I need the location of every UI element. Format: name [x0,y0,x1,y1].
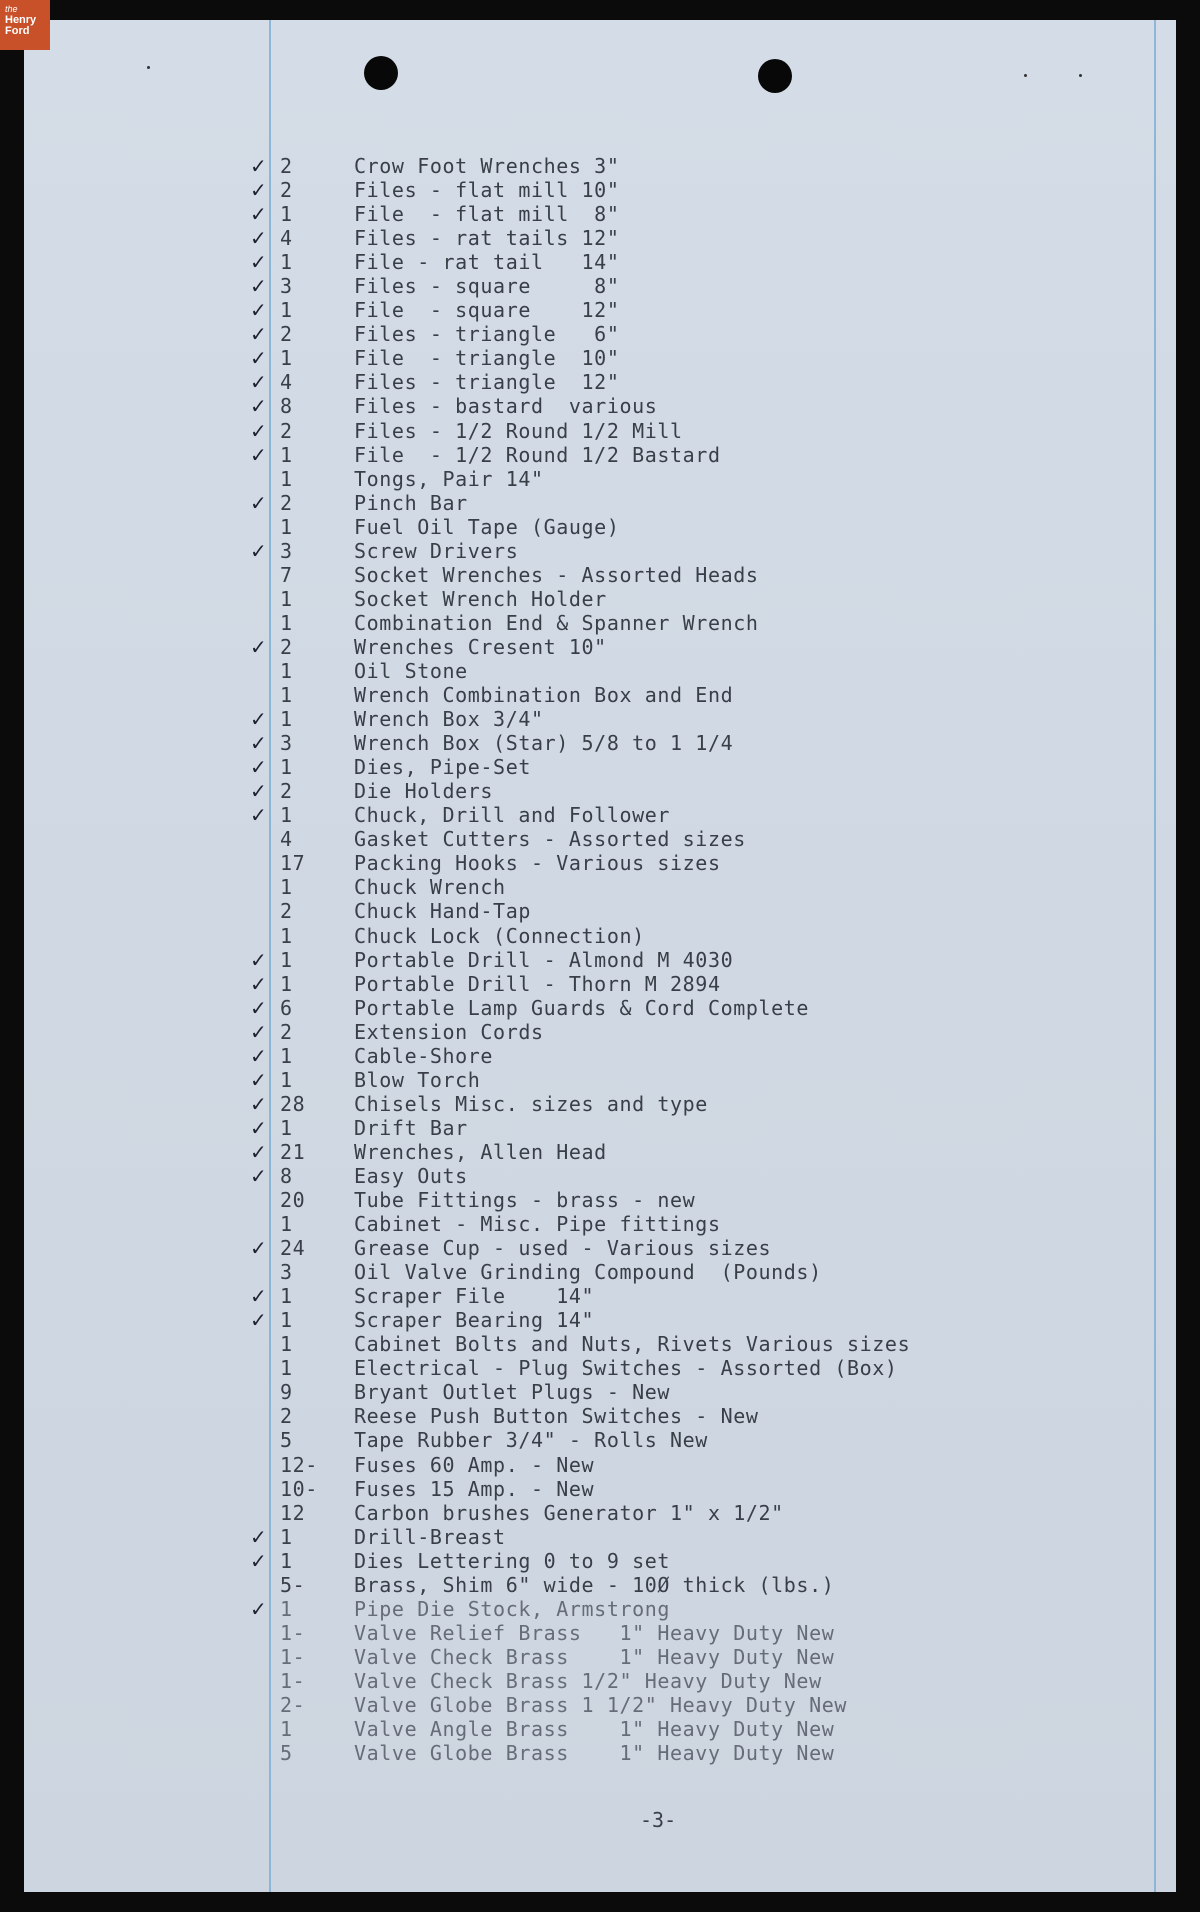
list-item [24,1188,1176,1212]
list-item [24,1428,1176,1452]
item-description: Chuck, Drill and Follower [354,803,671,828]
item-description: Files - 1/2 Round 1/2 Mill [354,418,683,443]
punch-hole-right [758,59,792,93]
handwritten-check-mark: ✓ [250,707,268,732]
item-quantity: 1 [280,1067,293,1092]
item-quantity: 24 [280,1236,306,1261]
item-quantity: 10- [280,1476,318,1501]
list-item [24,443,1176,467]
item-quantity: 1 [280,1212,293,1237]
item-quantity: 2 [280,418,293,443]
list-item [24,707,1176,731]
item-description: Cabinet Bolts and Nuts, Rivets Various sizes [354,1332,911,1357]
list-item [24,1212,1176,1236]
item-description: Fuel Oil Tape (Gauge) [354,514,620,539]
item-description: Oil Valve Grinding Compound (Pounds) [354,1260,822,1285]
item-description: Pipe Die Stock, Armstrong [354,1596,671,1621]
item-description: Wrench Box (Star) 5/8 to 1 1/4 [354,731,734,756]
list-item [24,419,1176,443]
item-description: Valve Angle Brass 1" Heavy Duty New [354,1717,835,1742]
item-quantity: 2 [280,154,293,178]
item-description: Packing Hooks - Various sizes [354,851,721,876]
list-item [24,1549,1176,1573]
item-quantity: 9 [280,1380,293,1405]
item-quantity: 1 [280,514,293,539]
item-description: Files - square 8" [354,274,620,299]
list-item [24,1621,1176,1645]
item-quantity: 12 [280,1500,306,1525]
item-description: Chuck Hand-Tap [354,899,531,924]
list-item [24,1092,1176,1116]
list-item [24,491,1176,515]
item-quantity: 2 [280,322,293,347]
item-description: Scraper Bearing 14" [354,1308,595,1333]
handwritten-check-mark: ✓ [250,1139,268,1164]
item-quantity: 4 [280,827,293,852]
item-quantity: 1 [280,1717,293,1742]
item-description: Carbon brushes Generator 1" x 1/2" [354,1500,784,1525]
item-description: Screw Drivers [354,538,519,563]
item-description: Combination End & Spanner Wrench [354,610,759,635]
item-description: Pinch Bar [354,490,468,515]
item-quantity: 2 [280,779,293,804]
list-item [24,178,1176,202]
item-description: Valve Check Brass 1" Heavy Duty New [354,1644,835,1669]
item-description: Files - bastard various [354,394,658,419]
item-description: Wrench Box 3/4" [354,707,544,732]
item-quantity: 1 [280,803,293,828]
list-item [24,322,1176,346]
item-quantity: 21 [280,1139,306,1164]
item-description: Wrench Combination Box and End [354,683,734,708]
handwritten-check-mark: ✓ [250,634,268,659]
typed-inventory-page [24,20,1176,1892]
item-description: Drift Bar [354,1115,468,1140]
handwritten-check-mark: ✓ [250,779,268,804]
list-item [24,1284,1176,1308]
list-item [24,611,1176,635]
list-item [24,731,1176,755]
handwritten-check-mark: ✓ [250,226,268,251]
list-item [24,635,1176,659]
list-item [24,1741,1176,1765]
item-description: Wrenches Cresent 10" [354,634,607,659]
item-quantity: 1 [280,202,293,227]
list-item [24,683,1176,707]
list-item [24,924,1176,948]
list-item [24,394,1176,418]
item-description: Grease Cup - used - Various sizes [354,1236,772,1261]
item-quantity: 2 [280,1019,293,1044]
punch-hole-left [364,56,398,90]
list-item [24,1116,1176,1140]
item-quantity: 8 [280,1163,293,1188]
handwritten-check-mark: ✓ [250,947,268,972]
speck [147,66,150,69]
list-item [24,515,1176,539]
list-item [24,587,1176,611]
item-description: Socket Wrench Holder [354,586,607,611]
speck [1024,74,1027,77]
handwritten-check-mark: ✓ [250,1163,268,1188]
list-item [24,1477,1176,1501]
list-item [24,1044,1176,1068]
item-description: File - rat tail 14" [354,250,620,275]
item-description: Reese Push Button Switches - New [354,1404,759,1429]
handwritten-check-mark: ✓ [250,1067,268,1092]
list-item [24,948,1176,972]
item-quantity: 1 [280,298,293,323]
list-item [24,851,1176,875]
handwritten-check-mark: ✓ [250,1284,268,1309]
item-description: Dies Lettering 0 to 9 set [354,1548,671,1573]
item-quantity: 2 [280,634,293,659]
item-description: Files - flat mill 10" [354,178,620,203]
item-quantity: 1 [280,610,293,635]
item-quantity: 1- [280,1668,306,1693]
item-quantity: 1 [280,707,293,732]
item-description: Cabinet - Misc. Pipe fittings [354,1212,721,1237]
list-item [24,779,1176,803]
item-quantity: 1 [280,586,293,611]
handwritten-check-mark: ✓ [250,538,268,563]
item-quantity: 17 [280,851,306,876]
item-quantity: 1 [280,250,293,275]
item-quantity: 1 [280,1043,293,1068]
handwritten-check-mark: ✓ [250,322,268,347]
item-description: Easy Outs [354,1163,468,1188]
item-description: File - square 12" [354,298,620,323]
item-quantity: 1 [280,658,293,683]
list-item [24,1236,1176,1260]
list-item [24,202,1176,226]
item-quantity: 1 [280,466,293,491]
list-item [24,1597,1176,1621]
item-description: Crow Foot Wrenches 3" [354,154,620,178]
list-item [24,972,1176,996]
list-item [24,274,1176,298]
item-quantity: 1 [280,1308,293,1333]
list-item [24,1356,1176,1380]
list-item [24,298,1176,322]
item-quantity: 1 [280,1548,293,1573]
list-item [24,1260,1176,1284]
handwritten-check-mark: ✓ [250,154,268,178]
item-description: File - 1/2 Round 1/2 Bastard [354,442,721,467]
handwritten-check-mark: ✓ [250,298,268,323]
item-quantity: 5 [280,1428,293,1453]
handwritten-check-mark: ✓ [250,755,268,780]
inventory-list [24,154,1176,1765]
handwritten-check-mark: ✓ [250,971,268,996]
list-item [24,226,1176,250]
item-quantity: 1 [280,875,293,900]
handwritten-check-mark: ✓ [250,731,268,756]
item-description: Blow Torch [354,1067,481,1092]
item-description: Tube Fittings - brass - new [354,1188,696,1213]
item-quantity: 12- [280,1452,318,1477]
handwritten-check-mark: ✓ [250,1236,268,1261]
list-item [24,1068,1176,1092]
item-quantity: 1 [280,1332,293,1357]
item-description: Files - triangle 6" [354,322,620,347]
handwritten-check-mark: ✓ [250,202,268,227]
item-description: Oil Stone [354,658,468,683]
handwritten-check-mark: ✓ [250,995,268,1020]
handwritten-check-mark: ✓ [250,370,268,395]
handwritten-check-mark: ✓ [250,178,268,203]
list-item [24,659,1176,683]
item-quantity: 2 [280,899,293,924]
speck [1079,74,1082,77]
handwritten-check-mark: ✓ [250,490,268,515]
list-item [24,755,1176,779]
item-description: Portable Lamp Guards & Cord Complete [354,995,810,1020]
item-quantity: 3 [280,1260,293,1285]
item-description: Bryant Outlet Plugs - New [354,1380,671,1405]
item-description: Chuck Lock (Connection) [354,923,645,948]
list-item [24,803,1176,827]
item-quantity: 2 [280,490,293,515]
item-description: Wrenches, Allen Head [354,1139,607,1164]
item-description: File - flat mill 8" [354,202,620,227]
item-quantity: 1 [280,947,293,972]
item-quantity: 4 [280,226,293,251]
handwritten-check-mark: ✓ [250,1308,268,1333]
item-description: Scraper File 14" [354,1284,595,1309]
page-number: -3- [640,1808,677,1832]
item-quantity: 1 [280,971,293,996]
item-quantity: 7 [280,562,293,587]
item-description: Dies, Pipe-Set [354,755,531,780]
handwritten-check-mark: ✓ [250,1091,268,1116]
item-description: Chuck Wrench [354,875,506,900]
item-quantity: 1 [280,442,293,467]
item-quantity: 1 [280,1524,293,1549]
item-quantity: 1 [280,346,293,371]
item-quantity: 1- [280,1620,306,1645]
handwritten-check-mark: ✓ [250,803,268,828]
item-description: Chisels Misc. sizes and type [354,1091,708,1116]
list-item [24,899,1176,923]
item-description: Extension Cords [354,1019,544,1044]
item-quantity: 2 [280,178,293,203]
item-quantity: 1 [280,923,293,948]
list-item [24,467,1176,491]
item-quantity: 2 [280,1404,293,1429]
list-item [24,1717,1176,1741]
list-item [24,827,1176,851]
handwritten-check-mark: ✓ [250,442,268,467]
item-description: Portable Drill - Thorn M 2894 [354,971,721,996]
item-description: Fuses 15 Amp. - New [354,1476,595,1501]
item-quantity: 5- [280,1572,306,1597]
list-item [24,539,1176,563]
list-item [24,1693,1176,1717]
handwritten-check-mark: ✓ [250,418,268,443]
item-quantity: 3 [280,731,293,756]
item-description: Fuses 60 Amp. - New [354,1452,595,1477]
the-henry-ford-logo: the Henry Ford [0,0,50,50]
list-item [24,1332,1176,1356]
item-quantity: 1 [280,1115,293,1140]
item-description: Files - rat tails 12" [354,226,620,251]
item-description: File - triangle 10" [354,346,620,371]
list-item [24,1020,1176,1044]
handwritten-check-mark: ✓ [250,1548,268,1573]
item-quantity: 1 [280,1596,293,1621]
item-quantity: 28 [280,1091,306,1116]
list-item [24,346,1176,370]
item-description: Electrical - Plug Switches - Assorted (Box) [354,1356,898,1381]
item-description: Tongs, Pair 14" [354,466,544,491]
handwritten-check-mark: ✓ [250,394,268,419]
item-description: Gasket Cutters - Assorted sizes [354,827,746,852]
item-quantity: 3 [280,538,293,563]
list-item [24,1645,1176,1669]
list-item [24,996,1176,1020]
item-quantity: 2- [280,1693,306,1717]
item-description: Cable-Shore [354,1043,494,1068]
item-description: Brass, Shim 6" wide - 10Ø thick (lbs.) [354,1572,835,1597]
list-item [24,250,1176,274]
item-description: Socket Wrenches - Assorted Heads [354,562,759,587]
handwritten-check-mark: ✓ [250,346,268,371]
item-description: Valve Globe Brass 1" Heavy Duty New [354,1741,835,1766]
list-item [24,1140,1176,1164]
list-item [24,1308,1176,1332]
item-quantity: 6 [280,995,293,1020]
handwritten-check-mark: ✓ [250,250,268,275]
handwritten-check-mark: ✓ [250,1019,268,1044]
list-item [24,1669,1176,1693]
list-item [24,1501,1176,1525]
handwritten-check-mark: ✓ [250,1043,268,1068]
item-description: Valve Globe Brass 1 1/2" Heavy Duty New [354,1693,847,1717]
list-item [24,154,1176,178]
list-item [24,875,1176,899]
item-quantity: 5 [280,1741,293,1766]
item-quantity: 4 [280,370,293,395]
item-description: Portable Drill - Almond M 4030 [354,947,734,972]
item-quantity: 1 [280,683,293,708]
item-description: Drill-Breast [354,1524,506,1549]
item-quantity: 20 [280,1188,306,1213]
item-quantity: 1 [280,755,293,780]
item-description: Files - triangle 12" [354,370,620,395]
item-description: Die Holders [354,779,494,804]
list-item [24,370,1176,394]
handwritten-check-mark: ✓ [250,1596,268,1621]
list-item [24,1404,1176,1428]
list-item [24,563,1176,587]
item-quantity: 1 [280,1284,293,1309]
item-quantity: 1 [280,1356,293,1381]
item-description: Valve Check Brass 1/2" Heavy Duty New [354,1668,822,1693]
item-quantity: 8 [280,394,293,419]
item-quantity: 3 [280,274,293,299]
item-quantity: 1- [280,1644,306,1669]
list-item [24,1573,1176,1597]
item-description: Tape Rubber 3/4" - Rolls New [354,1428,708,1453]
item-description: Valve Relief Brass 1" Heavy Duty New [354,1620,835,1645]
handwritten-check-mark: ✓ [250,1524,268,1549]
list-item [24,1453,1176,1477]
handwritten-check-mark: ✓ [250,1115,268,1140]
list-item [24,1525,1176,1549]
list-item [24,1380,1176,1404]
handwritten-check-mark: ✓ [250,274,268,299]
list-item [24,1164,1176,1188]
